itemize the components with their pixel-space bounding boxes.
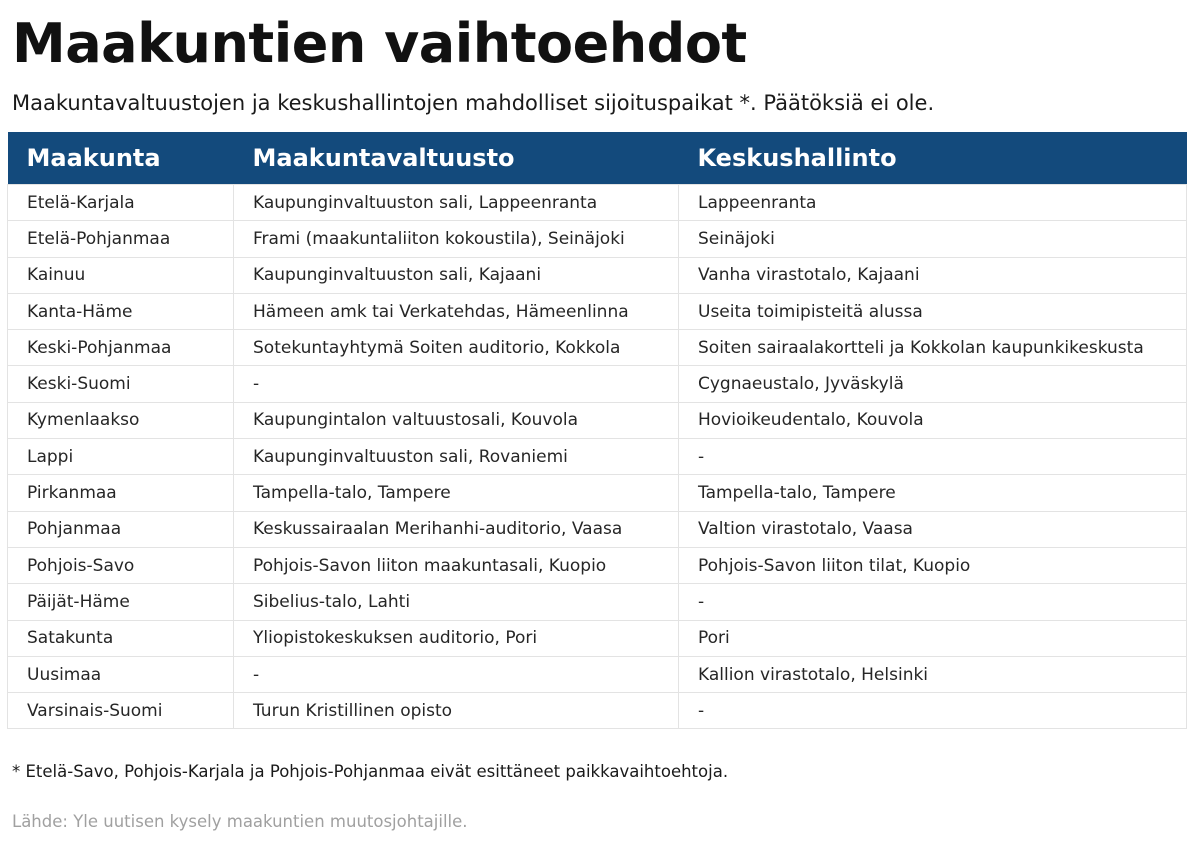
locations-table — [7, 132, 1187, 729]
column-header-keskushallinto: Keskushallinto — [679, 132, 1187, 185]
cell-administration-location: Valtion virastotalo, Vaasa — [679, 511, 1187, 547]
cell-region: Keski-Pohjanmaa — [8, 330, 234, 366]
cell-council-location: Sibelius-talo, Lahti — [234, 584, 679, 620]
cell-region: Etelä-Karjala — [8, 185, 234, 221]
cell-region: Päijät-Häme — [8, 584, 234, 620]
cell-council-location: Tampella-talo, Tampere — [234, 475, 679, 511]
cell-administration-location: Soiten sairaalakortteli ja Kokkolan kaupunkikeskusta — [679, 330, 1187, 366]
cell-administration-location: Hovioikeudentalo, Kouvola — [679, 402, 1187, 438]
cell-region: Satakunta — [8, 620, 234, 656]
cell-council-location: Kaupungintalon valtuustosali, Kouvola — [234, 402, 679, 438]
page-title: Maakuntien vaihtoehdot — [12, 12, 747, 75]
cell-region: Lappi — [8, 439, 234, 475]
table-row — [8, 475, 1187, 511]
cell-administration-location: Lappeenranta — [679, 185, 1187, 221]
cell-council-location: Kaupunginvaltuuston sali, Lappeenranta — [234, 185, 679, 221]
cell-administration-location: Useita toimipisteitä alussa — [679, 293, 1187, 329]
cell-administration-location: Pori — [679, 620, 1187, 656]
table-row — [8, 293, 1187, 329]
cell-council-location: - — [234, 366, 679, 402]
column-header-maakunta: Maakunta — [8, 132, 234, 185]
cell-administration-location: Cygnaeustalo, Jyväskylä — [679, 366, 1187, 402]
footnote: * Etelä-Savo, Pohjois-Karjala ja Pohjois-Pohjanmaa eivät esittäneet paikkavaihtoehtoja. — [12, 762, 729, 781]
cell-administration-location: Vanha virastotalo, Kajaani — [679, 257, 1187, 293]
table-row — [8, 620, 1187, 656]
cell-council-location: Frami (maakuntaliiton kokoustila), Seinäjoki — [234, 221, 679, 257]
cell-region: Varsinais-Suomi — [8, 693, 234, 729]
cell-council-location: Pohjois-Savon liiton maakuntasali, Kuopio — [234, 547, 679, 583]
table-row — [8, 366, 1187, 402]
table-row — [8, 656, 1187, 692]
table-row — [8, 547, 1187, 583]
cell-council-location: - — [234, 656, 679, 692]
table-row — [8, 330, 1187, 366]
cell-region: Kanta-Häme — [8, 293, 234, 329]
cell-council-location: Turun Kristillinen opisto — [234, 693, 679, 729]
page-subtitle: Maakuntavaltuustojen ja keskushallintojen mahdolliset sijoituspaikat *. Päätöksiä ei ole. — [12, 91, 935, 115]
table-row — [8, 185, 1187, 221]
cell-region: Uusimaa — [8, 656, 234, 692]
source-note: Lähde: Yle uutisen kysely maakuntien muutosjohtajille. — [12, 812, 468, 831]
cell-council-location: Kaupunginvaltuuston sali, Kajaani — [234, 257, 679, 293]
cell-council-location: Yliopistokeskuksen auditorio, Pori — [234, 620, 679, 656]
cell-administration-location: - — [679, 584, 1187, 620]
cell-region: Pohjanmaa — [8, 511, 234, 547]
cell-council-location: Kaupunginvaltuuston sali, Rovaniemi — [234, 439, 679, 475]
table-row — [8, 257, 1187, 293]
cell-region: Kainuu — [8, 257, 234, 293]
cell-administration-location: - — [679, 693, 1187, 729]
column-header-maakuntavaltuusto: Maakuntavaltuusto — [234, 132, 679, 185]
table-row — [8, 584, 1187, 620]
table-header-row — [8, 132, 1187, 185]
cell-region: Pirkanmaa — [8, 475, 234, 511]
cell-administration-location: - — [679, 439, 1187, 475]
cell-administration-location: Tampella-talo, Tampere — [679, 475, 1187, 511]
table-row — [8, 402, 1187, 438]
cell-region: Pohjois-Savo — [8, 547, 234, 583]
cell-region: Etelä-Pohjanmaa — [8, 221, 234, 257]
table-row — [8, 221, 1187, 257]
cell-region: Keski-Suomi — [8, 366, 234, 402]
table-row — [8, 439, 1187, 475]
table-body — [8, 185, 1187, 729]
cell-council-location: Keskussairaalan Merihanhi-auditorio, Vaasa — [234, 511, 679, 547]
table-row — [8, 511, 1187, 547]
cell-council-location: Sotekuntayhtymä Soiten auditorio, Kokkola — [234, 330, 679, 366]
table-header — [8, 132, 1187, 185]
cell-administration-location: Kallion virastotalo, Helsinki — [679, 656, 1187, 692]
cell-council-location: Hämeen amk tai Verkatehdas, Hämeenlinna — [234, 293, 679, 329]
cell-administration-location: Seinäjoki — [679, 221, 1187, 257]
cell-region: Kymenlaakso — [8, 402, 234, 438]
cell-administration-location: Pohjois-Savon liiton tilat, Kuopio — [679, 547, 1187, 583]
table-row — [8, 693, 1187, 729]
